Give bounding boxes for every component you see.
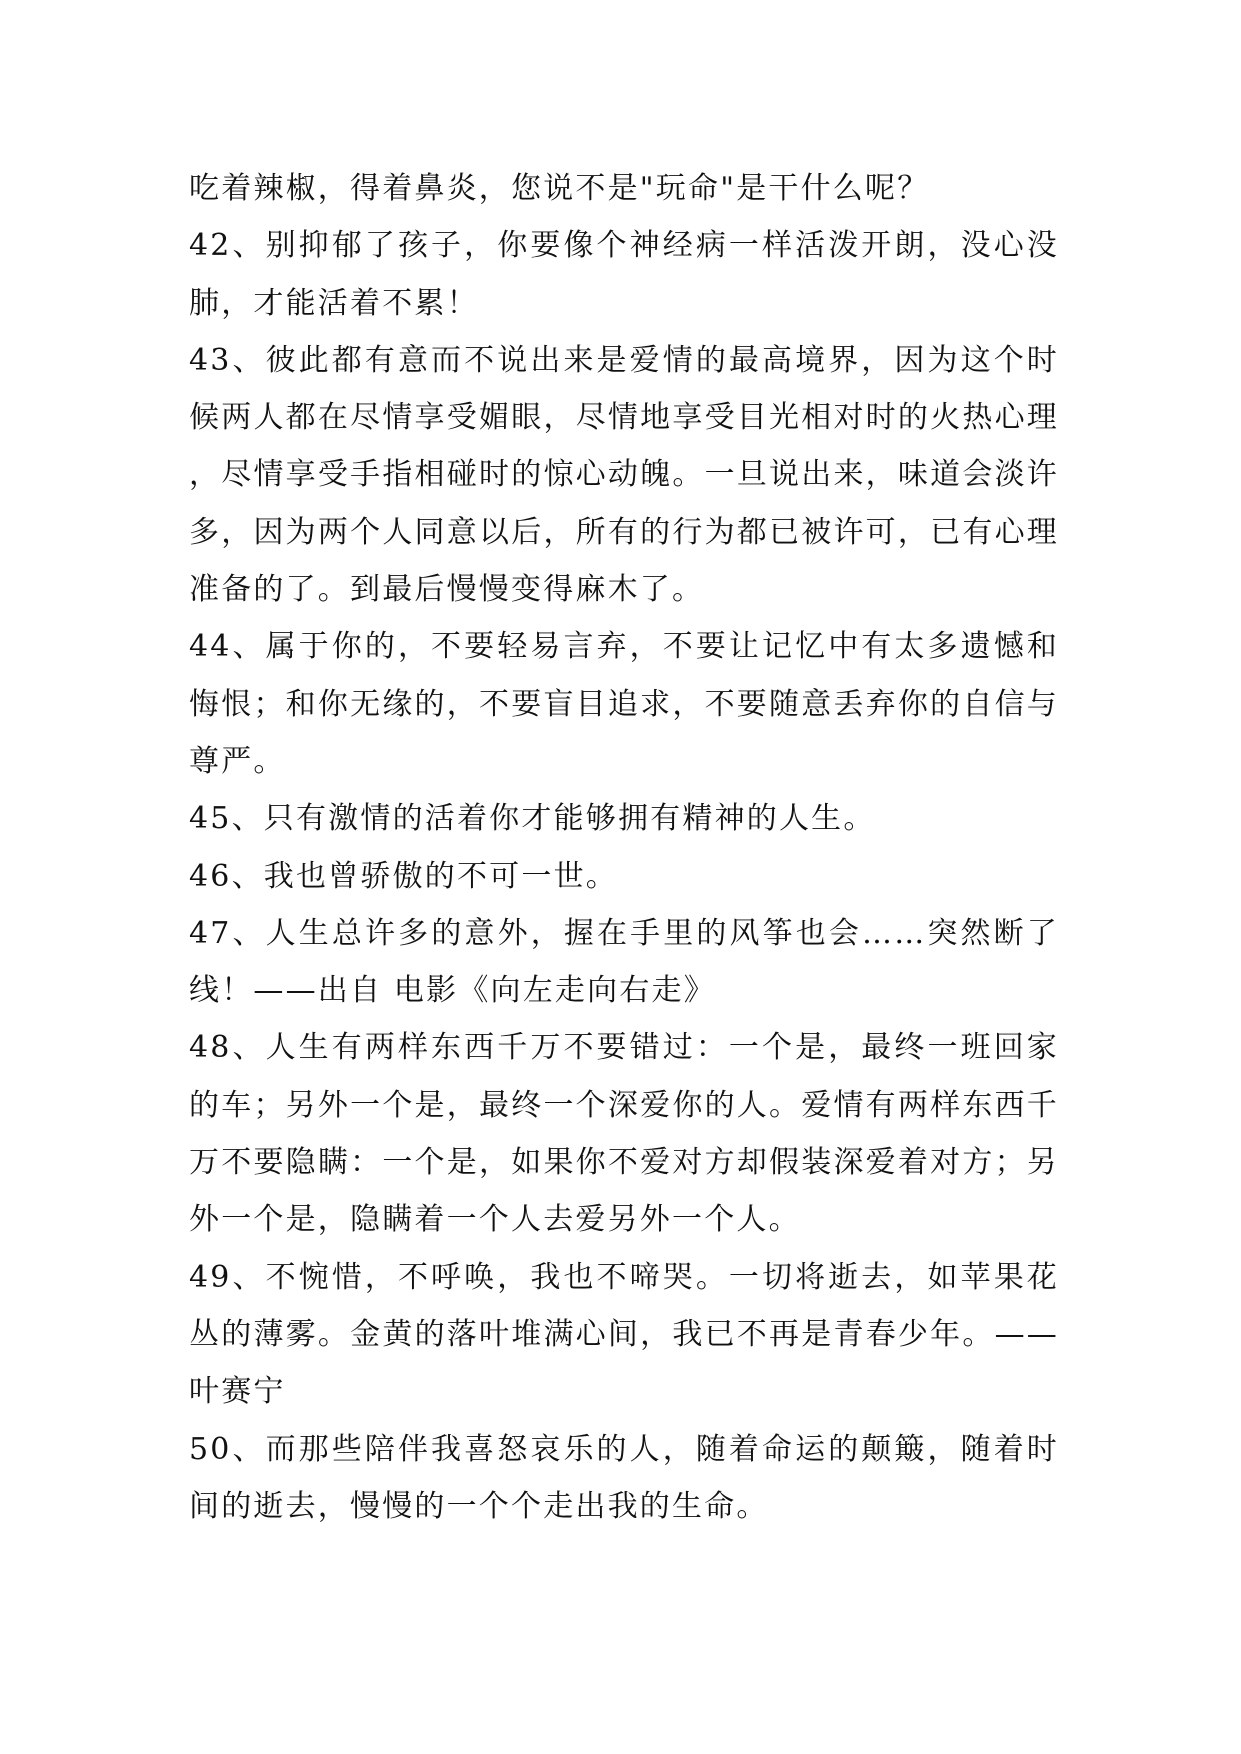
paragraph-42: 42、别抑郁了孩子，你要像个神经病一样活泼开朗，没心没肺，才能活着不累！	[189, 228, 1059, 321]
paragraph-43: 43、彼此都有意而不说出来是爱情的最高境界，因为这个时候两人都在尽情享受媚眼，尽情地享受目光相对时的火热心理，尽情享受手指相碰时的惊心动魄。一旦说出来，味道会淡许多，因为两个人同意以后，所有的行为都已被许可，已有心理准备的了。到最后慢慢变得麻木了。	[189, 342, 1059, 608]
document-body	[189, 160, 1059, 1535]
paragraph-45: 45、只有激情的活着你才能够拥有精神的人生。	[189, 801, 876, 837]
paragraph-48: 48、人生有两样东西千万不要错过：一个是，最终一班回家的车；另外一个是，最终一个深爱你的人。爱情有两样东西千万不要隐瞒：一个是，如果你不爱对方却假装深爱着对方；另外一个是，隐瞒着一个人去爱另外一个人。	[189, 1030, 1059, 1238]
paragraph-47: 47、人生总许多的意外，握在手里的风筝也会……突然断了线！——出自 电影《向左走向右走》	[189, 915, 1059, 1009]
paragraph-continued: 吃着辣椒，得着鼻炎，您说不是"玩命"是干什么呢？	[189, 171, 930, 206]
paragraph-49: 49、不惋惜，不呼唤，我也不啼哭。一切将逝去，如苹果花丛的薄雾。金黄的落叶堆满心间，我已不再是青春少年。——叶赛宁	[189, 1259, 1059, 1410]
paragraph-50: 50、而那些陪伴我喜怒哀乐的人，随着命运的颠簸，随着时间的逝去，慢慢的一个个走出我的生命。	[189, 1431, 1059, 1524]
paragraph-44: 44、属于你的，不要轻易言弃，不要让记忆中有太多遗憾和悔恨；和你无缘的，不要盲目追求，不要随意丢弃你的自信与尊严。	[189, 629, 1059, 779]
paragraph-46: 46、我也曾骄傲的不可一世。	[189, 858, 618, 894]
